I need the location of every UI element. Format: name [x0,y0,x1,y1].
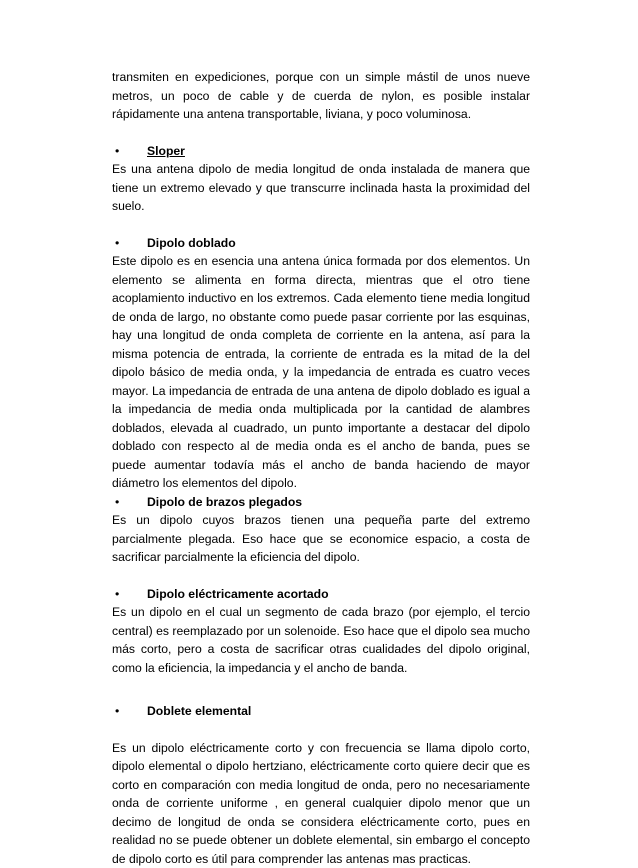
paragraph-dipolo-doblado: Este dipolo es en esencia una antena única formada por dos elementos. Un elemento se alimenta en forma directa, mientras que el otro tiene acoplamiento inductivo en los extremos. Cada elemento tiene media longitud de onda de largo, no obstante como puede pasar corriente por las esquinas, hay una longitud de onda completa de corriente en la antena, así para la misma potencia de entrada, la corriente de entrada es la mitad de la del dipolo básico de media onda, y la impedancia de entrada es cuatro veces mayor. La impedancia de entrada de una antena de dipolo doblado es igual a la impedancia de media onda multiplicada por la cantidad de alambres doblados, elevada al cuadrado, un punto importante a destacar del dipolo doblado con respecto al de media onda es el ancho de banda, pues se puede aumentar todavía más el ancho de banda haciendo de mayor diámetro los elementos del dipolo. [112,252,530,493]
heading-brazos-plegados [112,493,530,512]
heading-label: Dipolo doblado [134,236,236,250]
bullet-icon: • [115,234,119,253]
heading-label: Dipolo eléctricamente acortado [134,587,329,601]
heading-dipolo-doblado [112,234,530,253]
bullet-icon: • [115,585,119,604]
intro-paragraph: transmiten en expediciones, porque con un simple mástil de unos nueve metros, un poco de cable y de cuerda de nylon, es posible instalar rápidamente una antena transportable, liviana, y poco voluminosa. [112,68,530,124]
heading-label: Doblete elemental [134,704,251,718]
paragraph-electricamente-acortado: Es un dipolo en el cual un segmento de cada brazo (por ejemplo, el tercio central) es reemplazado por un solenoide. Eso hace que el dipolo sea mucho más corto, pero a costa de sacrificar otras cualidades del dipolo original, como la eficiencia, la impedancia y el ancho de banda. [112,603,530,677]
heading-sloper [112,142,530,161]
bullet-icon: • [115,493,119,512]
heading-label: Sloper [134,144,185,158]
document-page [112,68,530,868]
heading-label: Dipolo de brazos plegados [134,495,302,509]
heading-doblete-elemental [112,702,530,721]
heading-electricamente-acortado [112,585,530,604]
paragraph-sloper: Es una antena dipolo de media longitud de onda instalada de manera que tiene un extremo elevado y que transcurre inclinada hasta la proximidad del suelo. [112,160,530,216]
paragraph-doblete-elemental: Es un dipolo eléctricamente corto y con frecuencia se llama dipolo corto, dipolo elemental o dipolo hertziano, eléctricamente corto quiere decir que es corto en comparación con media longitud de onda, pero no necesariamente onda de corriente uniforme , en general cualquier dipolo menor que un decimo de longitud de onda se considera eléctricamente corto, pues en realidad no se puede obtener un doblete elemental, sin embargo el concepto de dipolo corto es útil para comprender las antenas mas practicas. [112,739,530,868]
bullet-icon: • [115,142,119,161]
bullet-icon: • [115,702,119,721]
paragraph-brazos-plegados: Es un dipolo cuyos brazos tienen una pequeña parte del extremo parcialmente plegada. Eso hace que se economice espacio, a costa de sacrificar parcialmente la eficiencia del dipolo. [112,511,530,567]
